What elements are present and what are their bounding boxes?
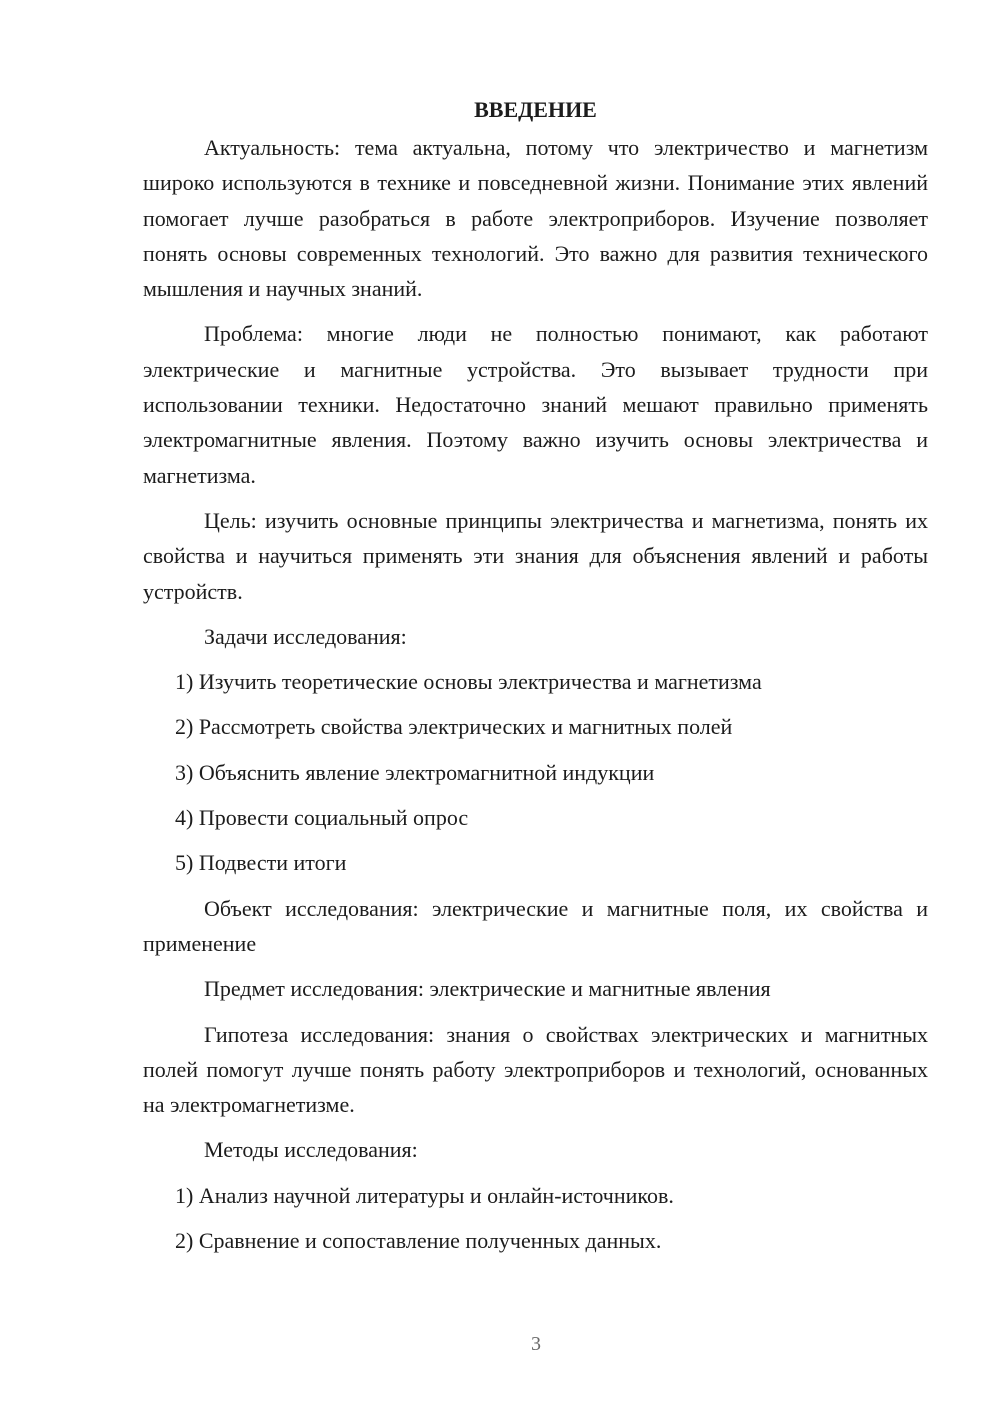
task-item: 1) Изучить теоретические основы электричества и магнетизма (175, 669, 762, 695)
hypothesis-paragraph: Гипотеза исследования: знания о свойствах электрических и магнитных полей помогут лучше понять работу электроприборов и технологий, основанных на электромагнетизме. (143, 1021, 928, 1118)
section-title: ВВЕДЕНИЕ (474, 97, 597, 122)
subject-paragraph: Предмет исследования: электрические и магнитные явления (204, 976, 771, 1002)
task-item: 4) Провести социальный опрос (175, 805, 469, 831)
methods-list (143, 1178, 928, 1259)
task-item: 5) Подвести итоги (175, 850, 347, 876)
task-item: 2) Рассмотреть свойства электрических и магнитных полей (175, 714, 733, 740)
tasks-list (143, 664, 928, 880)
goal-paragraph: Цель: изучить основные принципы электричества и магнетизма, понять их свойства и научиться применять эти знания для объяснения явлений и работы устройств. (143, 507, 928, 604)
task-item: 3) Объяснить явление электромагнитной индукции (175, 759, 655, 785)
method-item: 1) Анализ научной литературы и онлайн-источников. (175, 1182, 674, 1208)
method-item: 2) Сравнение и сопоставление полученных данных. (175, 1228, 662, 1254)
page-number: 3 (531, 1333, 541, 1355)
problem-paragraph: Проблема: многие люди не полностью понимают, как работают электрические и магнитные устройства. Это вызывает трудности при использовании техники. Недостаточно знаний мешают правильно применять электромагнитные явления. Поэтому важно изучить основы электричества и магнетизма. (143, 321, 928, 488)
document-page (143, 92, 928, 1268)
tasks-heading: Задачи исследования: (204, 623, 407, 649)
methods-heading: Методы исследования: (204, 1137, 418, 1163)
object-paragraph: Объект исследования: электрические и магнитные поля, их свойства и применение (143, 895, 928, 956)
relevance-paragraph: Актуальность: тема актуальна, потому что электричество и магнетизм широко используются в технике и повседневной жизни. Понимание этих явлений помогает лучше разобраться в работе электроприборов. Изучение позволяет понять основы современных технологий. Это важно для развития технического мышления и научных знаний. (143, 135, 928, 302)
